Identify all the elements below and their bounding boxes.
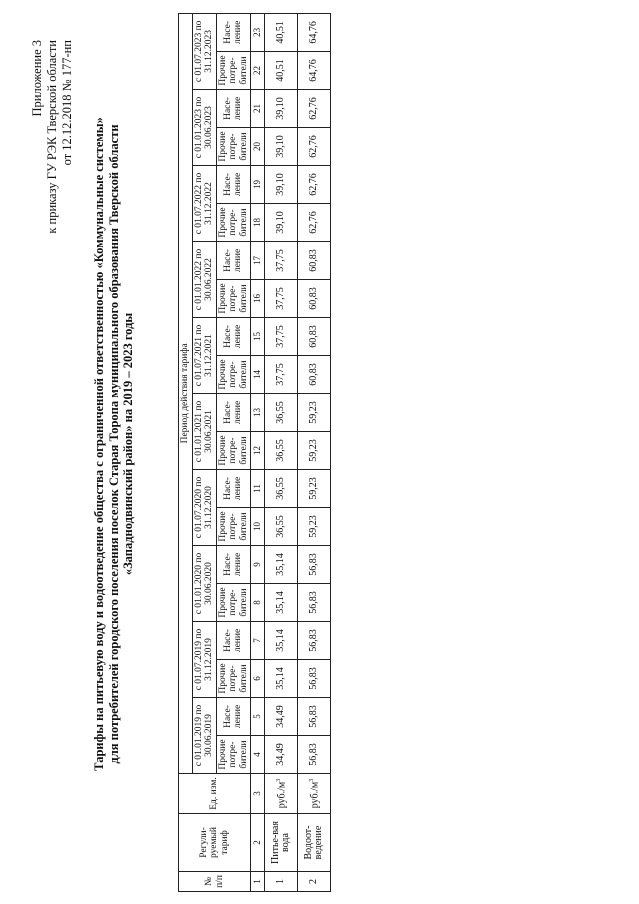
- column-number: 21: [251, 90, 265, 128]
- tariff-value: 37,75: [265, 242, 298, 280]
- tariff-value: 35,14: [265, 660, 298, 698]
- tariff-value: 56,83: [298, 660, 331, 698]
- header-unit: Ед. изм.: [179, 774, 251, 814]
- tariff-value: 64,76: [298, 52, 331, 90]
- column-number: 16: [251, 280, 265, 318]
- column-number: 20: [251, 128, 265, 166]
- column-number: 4: [251, 736, 265, 774]
- header-period-5: с 01.01.2021 по 30.06.2021: [192, 394, 216, 470]
- header-other-consumers: Прочие потре-бители: [216, 508, 251, 546]
- tariff-value: 35,14: [265, 622, 298, 660]
- header-other-consumers: Прочие потре-бители: [216, 584, 251, 622]
- header-other-consumers: Прочие потре-бители: [216, 356, 251, 394]
- tariff-value: 40,51: [265, 13, 298, 51]
- tariff-value: 59,23: [298, 432, 331, 470]
- header-period-7: с 01.01.2022 по 30.06.2022: [192, 242, 216, 318]
- header-population: Насе-ление: [216, 242, 251, 280]
- tariff-value: 56,83: [298, 584, 331, 622]
- tariff-value: 40,51: [265, 52, 298, 90]
- column-number: 6: [251, 660, 265, 698]
- tariff-value: 56,83: [298, 736, 331, 774]
- tariff-value: 62,76: [298, 90, 331, 128]
- tariff-value: 56,83: [298, 622, 331, 660]
- tariff-value: 56,83: [298, 698, 331, 736]
- header-other-consumers: Прочие потре-бители: [216, 128, 251, 166]
- tariff-value: 39,10: [265, 128, 298, 166]
- table-row: [298, 13, 331, 891]
- column-number: 7: [251, 622, 265, 660]
- title-line-1: Тарифы на питьевую воду и водоотведение общества с ограниченной ответственностью «Коммунальные системы»: [92, 117, 106, 771]
- column-number: 5: [251, 698, 265, 736]
- tariff-value: 56,83: [298, 546, 331, 584]
- header-period-2: с 01.07.2019 по 31.12.2019: [192, 622, 216, 698]
- tariff-value: 60,83: [298, 318, 331, 356]
- header-other-consumers: Прочие потре-бители: [216, 736, 251, 774]
- column-number: 13: [251, 394, 265, 432]
- tariff-value: 35,14: [265, 546, 298, 584]
- header-population: Насе-ление: [216, 698, 251, 736]
- unit-superscript: 3: [276, 778, 283, 782]
- row-number: 2: [298, 872, 331, 892]
- appendix-line-2: к приказу ГУ РЭК Тверской области: [45, 40, 59, 234]
- header-period-4: с 01.07.2020 по 31.12.2020: [192, 470, 216, 546]
- header-population: Насе-ление: [216, 13, 251, 51]
- tariff-value: 36,55: [265, 470, 298, 508]
- column-number: 17: [251, 242, 265, 280]
- header-other-consumers: Прочие потре-бители: [216, 204, 251, 242]
- tariff-value: 62,76: [298, 128, 331, 166]
- header-population: Насе-ление: [216, 166, 251, 204]
- tariff-value: 39,10: [265, 204, 298, 242]
- tariff-value: 34,49: [265, 736, 298, 774]
- header-population: Насе-ление: [216, 394, 251, 432]
- tariff-value: 59,23: [298, 470, 331, 508]
- row-unit: [298, 774, 331, 814]
- header-period-1: с 01.01.2019 по 30.06.2019: [192, 698, 216, 774]
- tariff-value: 36,55: [265, 508, 298, 546]
- column-number: 11: [251, 470, 265, 508]
- header-other-consumers: Прочие потре-бители: [216, 280, 251, 318]
- unit-superscript: 3: [309, 778, 316, 782]
- tariff-value: 59,23: [298, 508, 331, 546]
- column-number: 8: [251, 584, 265, 622]
- column-number: 1: [251, 872, 265, 892]
- appendix-line-1: Приложение 3: [30, 40, 44, 117]
- header-period-9: с 01.01.2023 по 30.06.2023: [192, 90, 216, 166]
- appendix-block: [30, 40, 75, 300]
- header-period-8: с 01.07.2022 по 31.12.2022: [192, 166, 216, 242]
- tariff-value: 34,49: [265, 698, 298, 736]
- column-number: 3: [251, 774, 265, 814]
- tariff-value: 37,75: [265, 280, 298, 318]
- tariff-value: 60,83: [298, 356, 331, 394]
- row-tariff-name: Водоот-ведение: [298, 814, 331, 872]
- header-other-consumers: Прочие потре-бители: [216, 52, 251, 90]
- row-number: 1: [265, 872, 298, 892]
- tariff-value: 64,76: [298, 13, 331, 51]
- column-number: 2: [251, 814, 265, 872]
- tariff-value: 35,14: [265, 584, 298, 622]
- row-unit: [265, 774, 298, 814]
- header-population: Насе-ление: [216, 546, 251, 584]
- row-tariff-name: Питье-вая вода: [265, 814, 298, 872]
- column-number: 10: [251, 508, 265, 546]
- header-other-consumers: Прочие потре-бители: [216, 660, 251, 698]
- header-other-consumers: Прочие потре-бители: [216, 432, 251, 470]
- tariff-value: 37,75: [265, 356, 298, 394]
- column-number: 19: [251, 166, 265, 204]
- header-no: № п/п: [179, 872, 251, 892]
- table-row: [265, 13, 298, 891]
- tariff-value: 59,23: [298, 394, 331, 432]
- tariff-value: 37,75: [265, 318, 298, 356]
- tariff-value: 60,83: [298, 242, 331, 280]
- header-period: Период действия тарифа: [179, 13, 193, 773]
- column-number: 9: [251, 546, 265, 584]
- tariff-value: 62,76: [298, 166, 331, 204]
- unit-text: руб./м: [309, 781, 321, 809]
- header-period-6: с 01.07.2021 по 31.12.2021: [192, 318, 216, 394]
- tariff-value: 60,83: [298, 280, 331, 318]
- tariff-table: [178, 13, 331, 892]
- tariff-value: 39,10: [265, 166, 298, 204]
- tariff-value: 39,10: [265, 90, 298, 128]
- column-number: 12: [251, 432, 265, 470]
- tariff-value: 36,55: [265, 394, 298, 432]
- column-number: 14: [251, 356, 265, 394]
- title-line-2: для потребителей городского поселения поселок Старая Торопа муниципального образования Тверской области: [106, 124, 121, 764]
- header-population: Насе-ление: [216, 318, 251, 356]
- header-tariff: Регули-руемый тариф: [179, 814, 251, 872]
- column-number: 23: [251, 13, 265, 51]
- tariff-value: 36,55: [265, 432, 298, 470]
- header-period-3: с 01.01.2020 по 30.06.2020: [192, 546, 216, 622]
- column-number: 15: [251, 318, 265, 356]
- header-population: Насе-ление: [216, 622, 251, 660]
- tariff-value: 62,76: [298, 204, 331, 242]
- header-population: Насе-ление: [216, 470, 251, 508]
- column-number: 18: [251, 204, 265, 242]
- title-line-3: «Западнодвинский район» на 2019 – 2023 годы: [121, 312, 135, 576]
- appendix-line-3: от 12.12.2018 № 177-нп: [60, 40, 74, 166]
- column-number: 22: [251, 52, 265, 90]
- unit-text: руб./м: [276, 781, 288, 809]
- document-title: [92, 74, 136, 814]
- header-period-10: с 01.07.2023 по 31.12.2023: [192, 13, 216, 89]
- header-population: Насе-ление: [216, 90, 251, 128]
